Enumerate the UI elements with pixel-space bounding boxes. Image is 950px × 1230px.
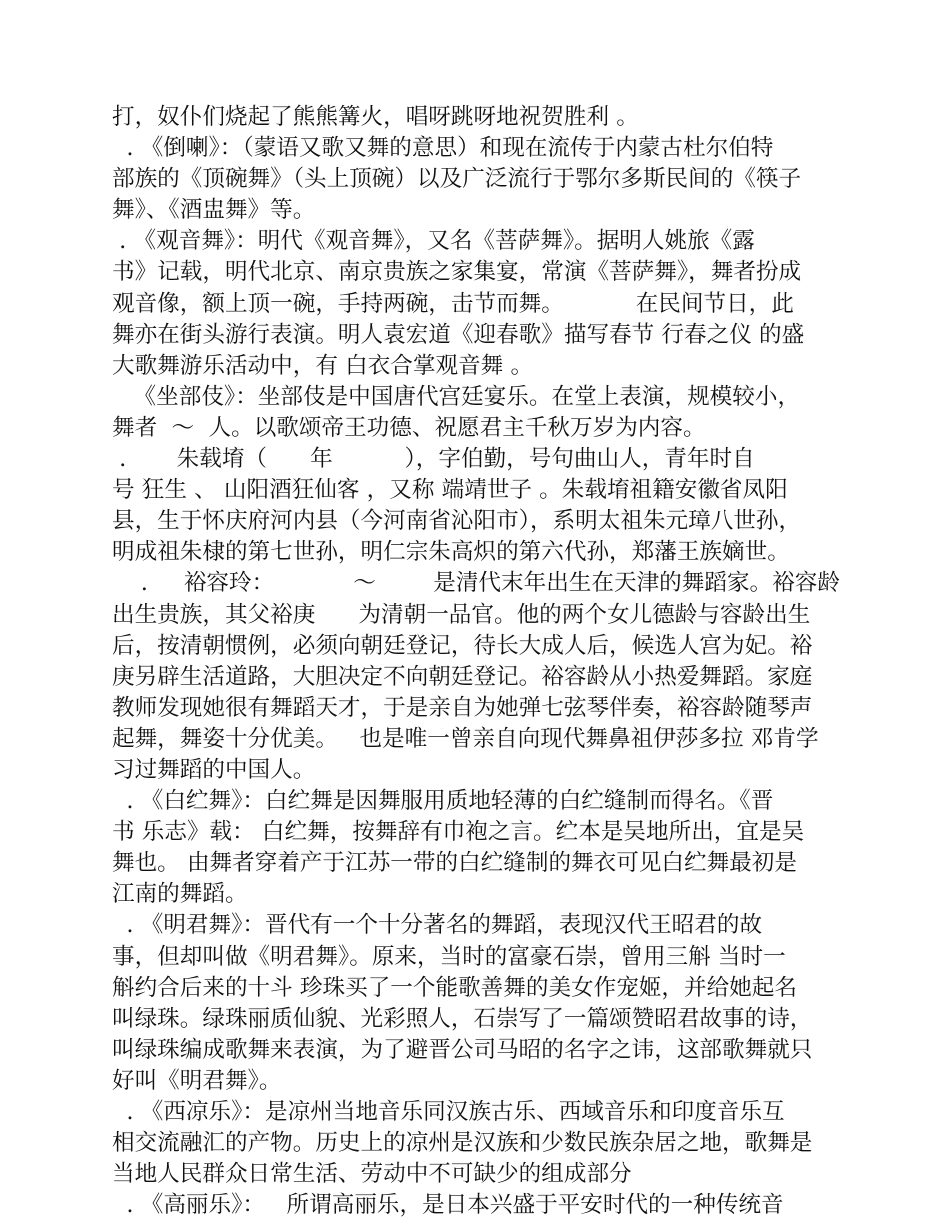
text-line: . 裕容玲： ～ 是清代末年出生在天津的舞蹈家。裕容龄: [112, 570, 840, 597]
text-line: 当地人民群众日常生活、劳动中不可缺少的组成部分: [112, 1161, 632, 1188]
text-line: 明成祖朱棣的第七世孙，明仁宗朱高炽的第六代孙，郑藩王族嫡世。: [112, 539, 790, 566]
text-line: . 《西凉乐》：是凉州当地音乐同汉族古乐、西域音乐和印度音乐互: [112, 1099, 785, 1125]
text-line: 书 乐志》载： 白纻舞，按舞辞有巾袍之言。纻本是吴地所出，宜是吴: [112, 819, 805, 846]
text-line: 观音像，额上顶一碗，手持两碗，击节而舞。 在民间节日，此: [112, 290, 794, 317]
text-line: 舞》、《酒盅舞》等。: [112, 197, 316, 224]
text-line: 起舞，舞姿十分优美。 也是唯一曾亲自向现代舞鼻祖伊莎多拉 邓肯学: [112, 725, 819, 752]
text-line: 事，但却叫做《明君舞》。原来，当时的富豪石崇，曾用三斛 当时一: [112, 943, 786, 970]
text-line: 习过舞蹈的中国人。: [112, 756, 316, 783]
text-line: 县，生于怀庆府河内县（今河南省沁阳市），系明太祖朱元璋八世孙，: [112, 508, 802, 535]
text-line: 大歌舞游乐活动中，有 白衣合掌观音舞 。: [112, 352, 534, 379]
text-line: 江南的舞蹈。: [112, 881, 248, 908]
text-line: . 《倒喇》：（蒙语又歌又舞的意思）和现在流传于内蒙古杜尔伯特: [112, 135, 774, 162]
body-text: [112, 102, 842, 1221]
text-line: 教师发现她很有舞蹈天才，于是亲自为她弹七弦琴伴奏，裕容龄随琴声: [112, 694, 813, 721]
text-line: 庚另辟生活道路，大胆决定不向朝廷登记。裕容龄从小热爱舞蹈。家庭: [112, 663, 813, 690]
text-line: 叫绿珠编成歌舞来表演，为了避晋公司马昭的名字之讳，这部歌舞就只: [112, 1036, 813, 1063]
text-line: 叫绿珠。绿珠丽质仙貌、光彩照人，石崇写了一篇颂赞昭君故事的诗，: [112, 1005, 813, 1032]
text-line: 相交流融汇的产物。历史上的凉州是汉族和少数民族杂居之地，歌舞是: [112, 1130, 813, 1157]
text-line: . 《高丽乐》： 所谓高丽乐，是日本兴盛于平安时代的一种传统音: [112, 1192, 784, 1219]
text-line: . 朱载堉（ 年 ），字伯勤，号句曲山人，青年时自: [112, 446, 755, 473]
text-line: 《坐部伎》：坐部伎是中国唐代宫廷宴乐。在堂上表演，规模较小，: [112, 383, 801, 410]
text-line: 舞也。 由舞者穿着产于江苏一带的白纻缝制的舞衣可见白纻舞最初是: [112, 850, 797, 877]
text-line: 斛约合后来的十斗 珍珠买了一个能歌善舞的美女作宠姬，并给她起名: [112, 974, 797, 1001]
text-line: 出生贵族，其父裕庚 为清朝一品官。他的两个女儿德龄与容龄出生: [112, 601, 811, 628]
text-line: 部族的《顶碗舞》（头上顶碗）以及广泛流行于鄂尔多斯民间的《筷子: [112, 166, 802, 193]
text-line: 打，奴仆们烧起了熊熊篝火，唱呀跳呀地祝贺胜利 。: [112, 104, 639, 130]
text-line: . 《明君舞》：晋代有一个十分著名的舞蹈，表现汉代王昭君的故: [112, 912, 763, 939]
text-line: 号 狂生 、 山阳酒狂仙客 ，又称 端靖世子 。朱载堉祖籍安徽省凤阳: [112, 477, 788, 504]
text-line: 后，按清朝惯例，必须向朝廷登记，待长大成人后，候选人宫为妃。裕: [112, 632, 813, 659]
text-line: . 《观音舞》：明代《观音舞》，又名《菩萨舞》。据明人姚旅《露: [112, 228, 755, 255]
text-line: 舞者 ～ 人。以歌颂帝王功德、祝愿君主千秋万岁为内容。: [112, 414, 706, 441]
text-line: 舞亦在街头游行表演。明人袁宏道《迎春歌》描写春节 行春之仪 的盛: [112, 321, 805, 348]
text-line: . 《白纻舞》：白纻舞是因舞服用质地轻薄的白纻缝制而得名。《晋: [112, 788, 774, 815]
text-line: 好叫《明君舞》。: [112, 1067, 282, 1094]
text-line: 书》记载，明代北京、南京贵族之家集宴，常演《菩萨舞》，舞者扮成: [112, 259, 802, 286]
